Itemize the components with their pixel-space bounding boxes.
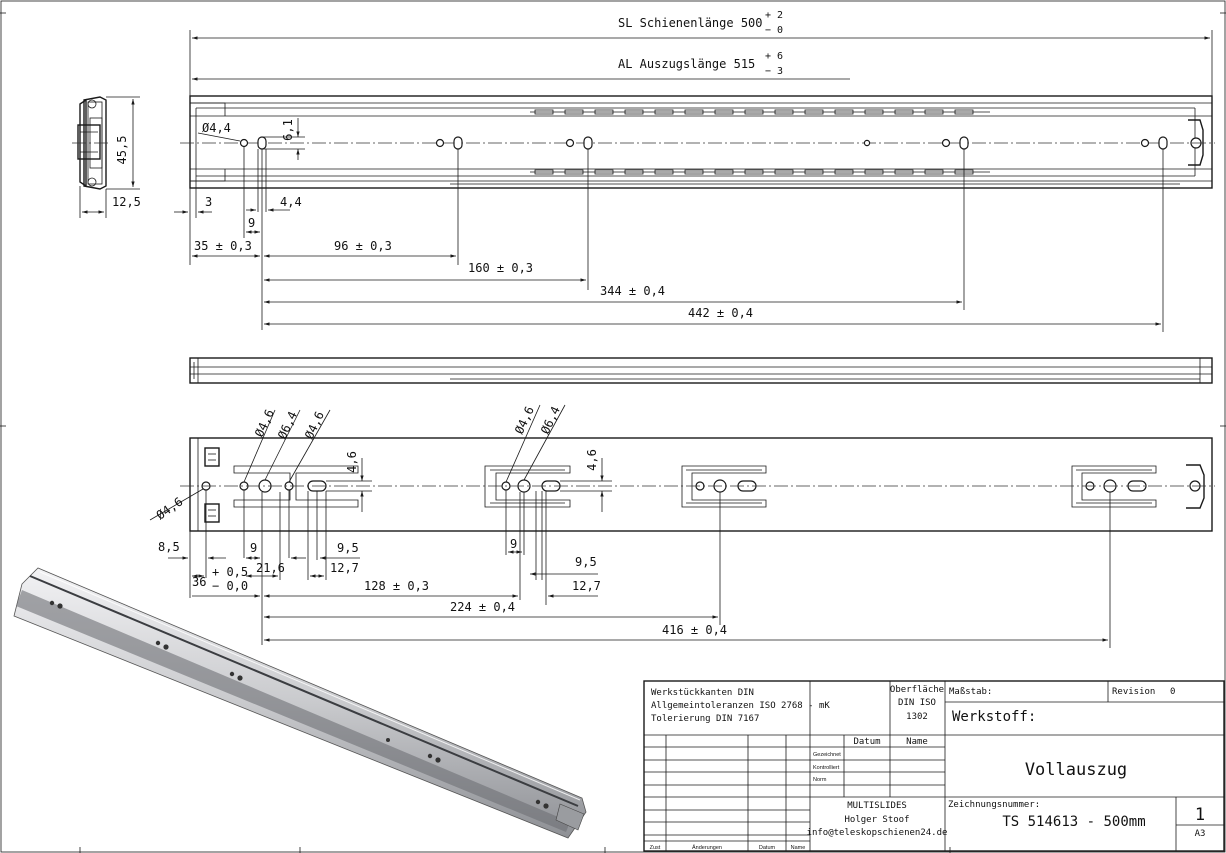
l160-label: 160 ± 0,3 [468,261,534,275]
b36-label: 36 [192,575,207,589]
l96-label: 96 ± 0,3 [334,239,392,253]
profile-end-view [72,97,141,218]
b9b-label: 9 [510,537,518,551]
b416-label: 416 ± 0,4 [662,623,728,637]
b9a-label: 9 [250,541,258,555]
frame-ticks [0,13,1226,853]
sl-tol-minus: − 0 [765,25,784,36]
d64b-label: Ø6,4 [538,404,563,437]
b95a-label: 9,5 [337,541,359,555]
revision-value: 0 [1170,687,1176,697]
sheet-number: 1 [1194,805,1206,825]
d64a-label: Ø6,4 [275,409,300,442]
sl-dimension [190,10,1212,96]
rail-bottom-view [180,438,1215,531]
surface-line3: 1302 [906,712,928,722]
w9-top-label: 9 [248,216,256,230]
d-hole-top-label: Ø4,4 [202,121,231,135]
h46b-label: 4,6 [585,449,599,471]
bottom-view-dimensions [150,404,1110,648]
l35-label: 35 ± 0,3 [194,239,252,253]
row-drawn: Gezeichnet [813,752,841,758]
col-zust: Zust [649,845,661,851]
name-header: Name [906,737,928,747]
d46b-label: Ø4,6 [302,409,327,442]
b95b-label: 9,5 [575,555,597,569]
b128-label: 128 ± 0,3 [364,579,430,593]
b85-label: 8,5 [158,540,180,554]
d46a-label: Ø4,6 [252,407,277,440]
rail-top-view [180,96,1215,188]
title-block [644,681,1224,851]
sl-tol-plus: + 2 [765,10,784,21]
h61-label: 6,1 [281,119,295,141]
notes-line3: Tolerierung DIN 7167 [651,714,760,724]
row-checked: Kontrolliert [813,765,840,771]
surface-line2: DIN ISO [898,698,936,708]
notes-line1: Werkstückkanten DIN [651,688,754,698]
b216-label: 21,6 [256,561,285,575]
b127b-label: 12,7 [572,579,601,593]
h455-label: 45,5 [115,135,129,165]
datum-header: Datum [853,737,881,747]
al-label: AL Auszugslänge 515 [618,57,756,71]
col-changes: Änderungen [692,845,722,851]
drawing-no-label: Zeichnungsnummer: [948,800,1041,810]
b36-plus: + 0,5 [212,565,249,579]
b36-minus: − 0,0 [212,579,249,593]
paper-format: A3 [1194,829,1206,839]
row-norm: Norm [813,777,827,783]
w3-label: 3 [205,195,213,209]
person-name: Holger Stoof [844,815,910,825]
b224-label: 224 ± 0,4 [450,600,516,614]
sheet-frame [1,1,1225,852]
revision-label: Revision [1112,687,1156,697]
col-name: Name [790,845,806,851]
al-dimension [192,51,850,79]
d46-left-label: Ø4,6 [153,494,186,523]
scale-label: Maßstab: [949,687,993,697]
al-tol-plus: + 6 [765,51,784,62]
sl-label: SL Schienenlänge 500 [618,16,763,30]
contact-email: info@teleskopschienen24.de [806,828,948,838]
rail-side-view [190,358,1212,383]
h46a-label: 4,6 [345,451,359,473]
l442-label: 442 ± 0,4 [688,306,754,320]
company-name: MULTISLIDES [847,801,907,811]
notes-line2: Allgemeintoleranzen ISO 2768 - mK [651,701,830,711]
w125-label: 12,5 [112,195,141,209]
col-datum: Datum [758,845,776,851]
l344-label: 344 ± 0,4 [600,284,666,298]
drawing-number: TS 514613 - 500mm [1002,814,1146,830]
al-tol-minus: − 3 [765,66,784,77]
product-name: Vollauszug [1024,760,1128,780]
w44-label: 4,4 [280,195,302,209]
b127a-label: 12,7 [330,561,359,575]
d46c-label: Ø4,6 [512,404,537,437]
surface-line1: Oberfläche [889,685,945,695]
material-label: Werkstoff: [952,709,1037,725]
top-view-dimensions [174,118,1163,332]
